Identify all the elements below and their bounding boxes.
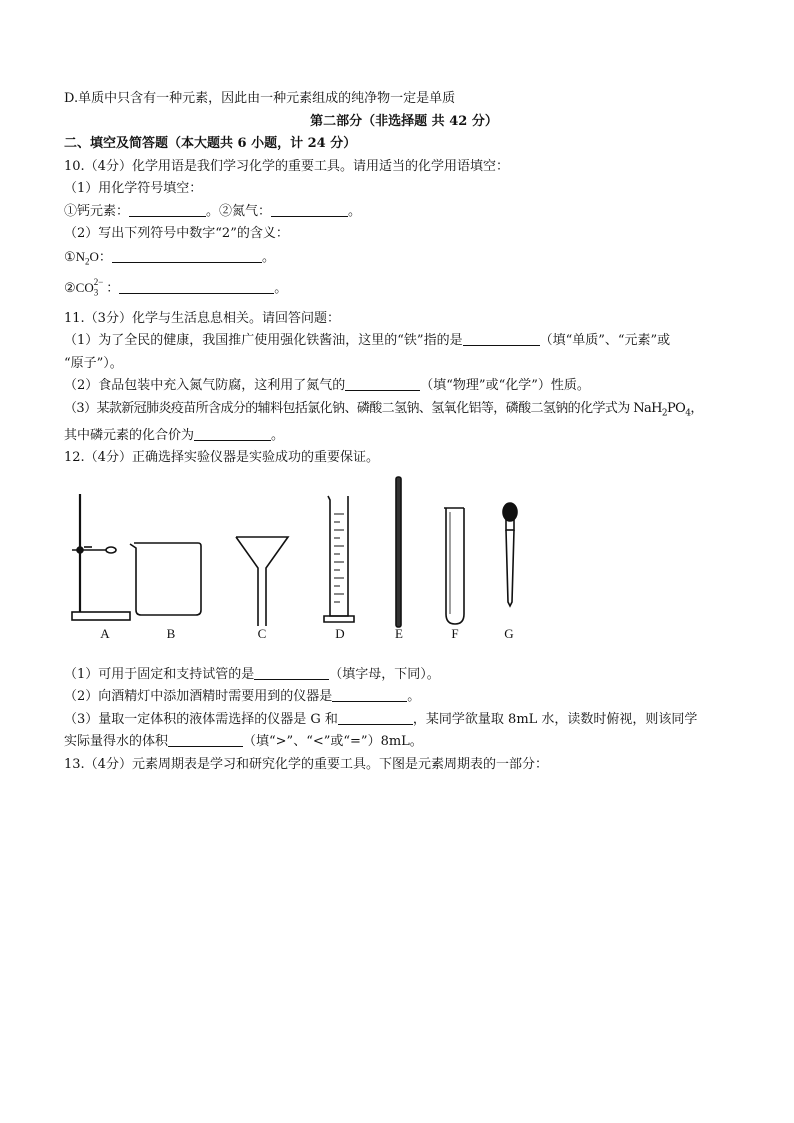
label-b: B [166,625,176,641]
formula-mid: PO [667,400,686,416]
test-tube-icon [444,508,464,624]
q10-sub1: （1）用化学符号填空： [64,181,203,196]
n2o-prefix: ①N [64,248,86,264]
n2o-subscript: 2 [85,256,90,267]
document-page [64,88,744,776]
lab-apparatus-figure [64,474,744,664]
colon: ： [106,279,120,295]
period: 。 [348,203,362,219]
q12-stem: 12.（4分）正确选择实验仪器是实验成功的重要保证。 [64,450,379,466]
label-c: C [257,625,267,641]
answer-blank[interactable] [254,665,329,680]
label-a: A [100,625,110,641]
q11-sub1-cont: “原子”）。 [64,355,123,371]
q10-sub2-a [64,246,744,273]
q12-sub2 [64,686,744,709]
answer-blank[interactable] [129,202,206,217]
label-d: D [335,625,345,641]
q11-sub3 [64,398,744,425]
answer-blank[interactable] [271,202,348,217]
comma: ， [690,400,703,416]
q10-sub1-answers [64,201,744,224]
option-d: D.单质中只含有一种元素，因此由一种元素组成的纯净物一定是单质 [64,91,456,106]
dropper-icon [503,503,517,606]
carbonate-subscript: 3 [93,287,99,298]
glass-rod-icon [396,477,401,627]
q11-sub1 [64,330,744,353]
q11-sub1-hint: （填“单质”、“元素”或 [539,333,671,349]
n2o-suffix: O： [89,248,112,264]
q10-sub1-a: ①钙元素： [64,203,130,219]
q12-sub3-question: 实际量得水的体积 [64,734,169,750]
q12-sub2-text: （2）向酒精灯中添加酒精时需要用到的仪器是 [64,689,333,705]
period: 。 [271,427,285,443]
answer-blank[interactable] [119,279,274,294]
period: 。 [407,689,421,705]
q12-sub3-cont: ，某同学欲量取 8mL 水，读数时俯视，则该同学 [412,711,698,727]
q11-sub2-text: （2）食品包装中充入氮气防腐，这利用了氮气的 [64,378,346,394]
q12-sub1-text: （1）可用于固定和支持试管的是 [64,666,255,682]
period: 。 [274,279,288,295]
carbonate-charge: 2− [93,276,104,287]
label-e: E [395,625,403,641]
formula-subscript: 4 [685,408,691,419]
q12-sub1 [64,664,744,687]
q13-stem: 13.（4分）元素周期表是学习和研究化学的重要工具。下图是元素周期表的一部分： [64,756,548,772]
answer-blank[interactable] [168,732,243,747]
answer-blank[interactable] [332,687,407,702]
iron-stand-icon [72,494,130,620]
formula-subscript: 2 [661,408,668,419]
q12-sub3 [64,709,744,732]
q11-sub1-text: （1）为了全民的健康，我国推广使用强化铁酱油，这里的“铁”指的是 [64,333,463,349]
label-f: F [451,625,459,641]
q10-sub2: （2）写出下列符号中数字“2”的含义： [64,226,289,241]
q12-sub3-line2 [64,731,744,754]
q11-sub3-text: （3）某款新冠肺炎疫苗所含成分的辅料包括氯化钠、磷酸二氢钠、氢氧化铝等，磷酸二氢钠的化学式为 NaH [64,400,662,416]
q12-sub3-hint: （填“>”、“<”或“=”）8mL。 [243,734,423,750]
q11-sub3-cont [64,425,744,448]
funnel-icon [236,537,288,626]
q10-sub2-b [64,277,744,304]
q11-sub2-hint: （填“物理”或“化学”）性质。 [420,378,590,394]
q12-sub1-hint: （填字母，下同）。 [329,666,440,682]
part2-title: 第二部分（非选择题 共 42 分） [310,113,498,129]
answer-blank[interactable] [345,376,420,391]
answer-blank[interactable] [194,426,271,441]
item-marker: ② [64,279,76,295]
graduated-cylinder-icon [324,496,354,622]
carbonate-formula: CO [75,279,94,295]
q12-sub3-text: （3）量取一定体积的液体需选择的仪器是 G 和 [64,711,338,727]
q11-stem: 11.（3分）化学与生活息息相关。请回答问题： [64,310,340,326]
period: 。 [261,248,275,264]
label-g: G [504,625,514,641]
answer-blank[interactable] [463,331,540,346]
q10-sub1-b: 。②氮气： [206,203,272,219]
beaker-icon [130,543,201,615]
answer-blank[interactable] [112,248,262,263]
q10-stem: 10.（4分）化学用语是我们学习化学的重要工具。请用适当的化学用语填空： [64,158,509,174]
section2-title: 二、填空及简答题（本大题共 6 小题，计 24 分） [64,136,357,151]
answer-blank[interactable] [338,710,413,725]
q11-sub2 [64,375,744,398]
q11-sub3-question: 其中磷元素的化合价为 [64,427,195,443]
